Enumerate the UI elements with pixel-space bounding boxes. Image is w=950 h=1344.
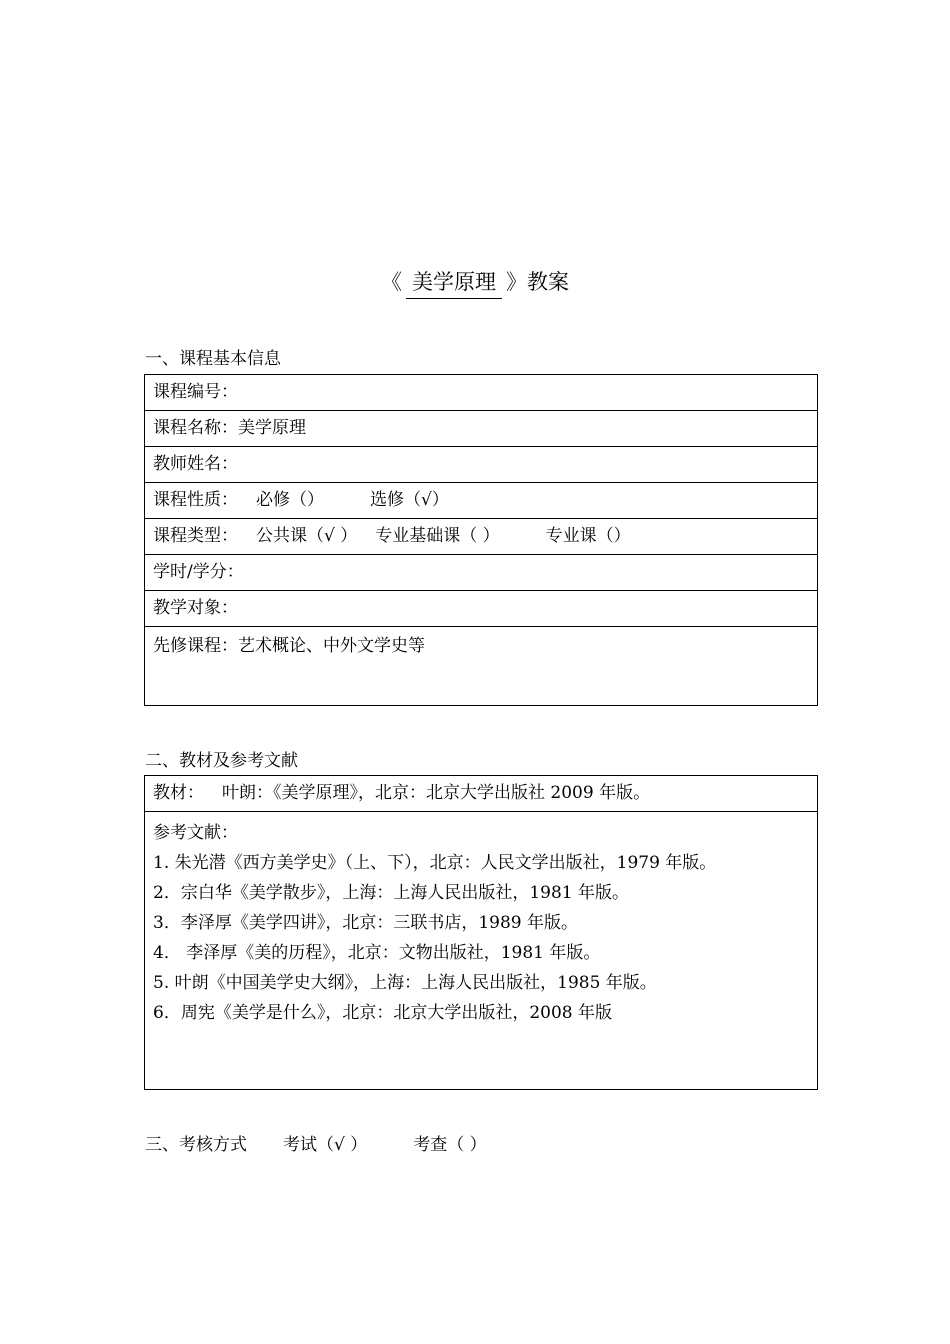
reference-item: 2．宗白华《美学散步》，上海：上海人民出版社，1981 年版。: [153, 883, 629, 903]
course-nature-required: 必修（）: [256, 490, 324, 510]
course-type-public: 公共课（√ ）: [256, 526, 358, 546]
course-type-major: 专业课（）: [545, 526, 631, 546]
course-type-label: 课程类型：: [153, 526, 238, 546]
reference-item: 4． 李泽厚《美的历程》，北京：文物出版社，1981 年版。: [153, 943, 601, 963]
hours-credits-row: 学时/学分：: [145, 555, 817, 591]
course-nature-row: [145, 483, 817, 519]
reference-item: 6．周宪《美学是什么》，北京：北京大学出版社，2008 年版: [153, 1003, 612, 1023]
textbook-table: [144, 775, 818, 1090]
reference-item: 1. 朱光潜《西方美学史》（上、下），北京：人民文学出版社，1979 年版。: [153, 853, 717, 873]
assessment-line: [145, 1133, 487, 1157]
textbook-label: 教材：: [153, 783, 204, 803]
course-nature-label: 课程性质：: [153, 490, 238, 510]
assessment-check: 考查（ ）: [413, 1135, 487, 1155]
title-open-bracket: 《: [381, 270, 402, 294]
course-nature-elective: 选修（√）: [370, 490, 449, 510]
course-type-row: [145, 519, 817, 555]
teacher-name-row: 教师姓名：: [145, 447, 817, 483]
textbook-row: [145, 776, 817, 812]
references-cell: [145, 812, 817, 1090]
course-type-basic: 专业基础课（ ）: [375, 526, 500, 546]
references-label: 参考文献：: [153, 823, 238, 843]
assessment-exam: 考试（√ ）: [283, 1135, 368, 1155]
course-code-row: 课程编号：: [145, 375, 817, 411]
document-title: [0, 266, 950, 299]
reference-item: 3．李泽厚《美学四讲》，北京：三联书店，1989 年版。: [153, 913, 578, 933]
course-name-row: 课程名称：美学原理: [145, 411, 817, 447]
audience-row: 教学对象：: [145, 591, 817, 627]
title-course-name: 美学原理: [406, 266, 502, 299]
course-info-table: [144, 374, 818, 706]
reference-item: 5. 叶朗《中国美学史大纲》，上海：上海人民出版社，1985 年版。: [153, 973, 657, 993]
section3-heading: 三、考核方式: [145, 1135, 247, 1155]
section2-heading: 二、教材及参考文献: [145, 751, 298, 771]
prerequisite-row: 先修课程：艺术概论、中外文学史等: [153, 636, 425, 656]
textbook-value: 叶朗：《美学原理》，北京：北京大学出版社 2009 年版。: [222, 783, 651, 803]
title-suffix: 》教案: [506, 270, 569, 294]
section1-heading: 一、课程基本信息: [145, 349, 281, 369]
